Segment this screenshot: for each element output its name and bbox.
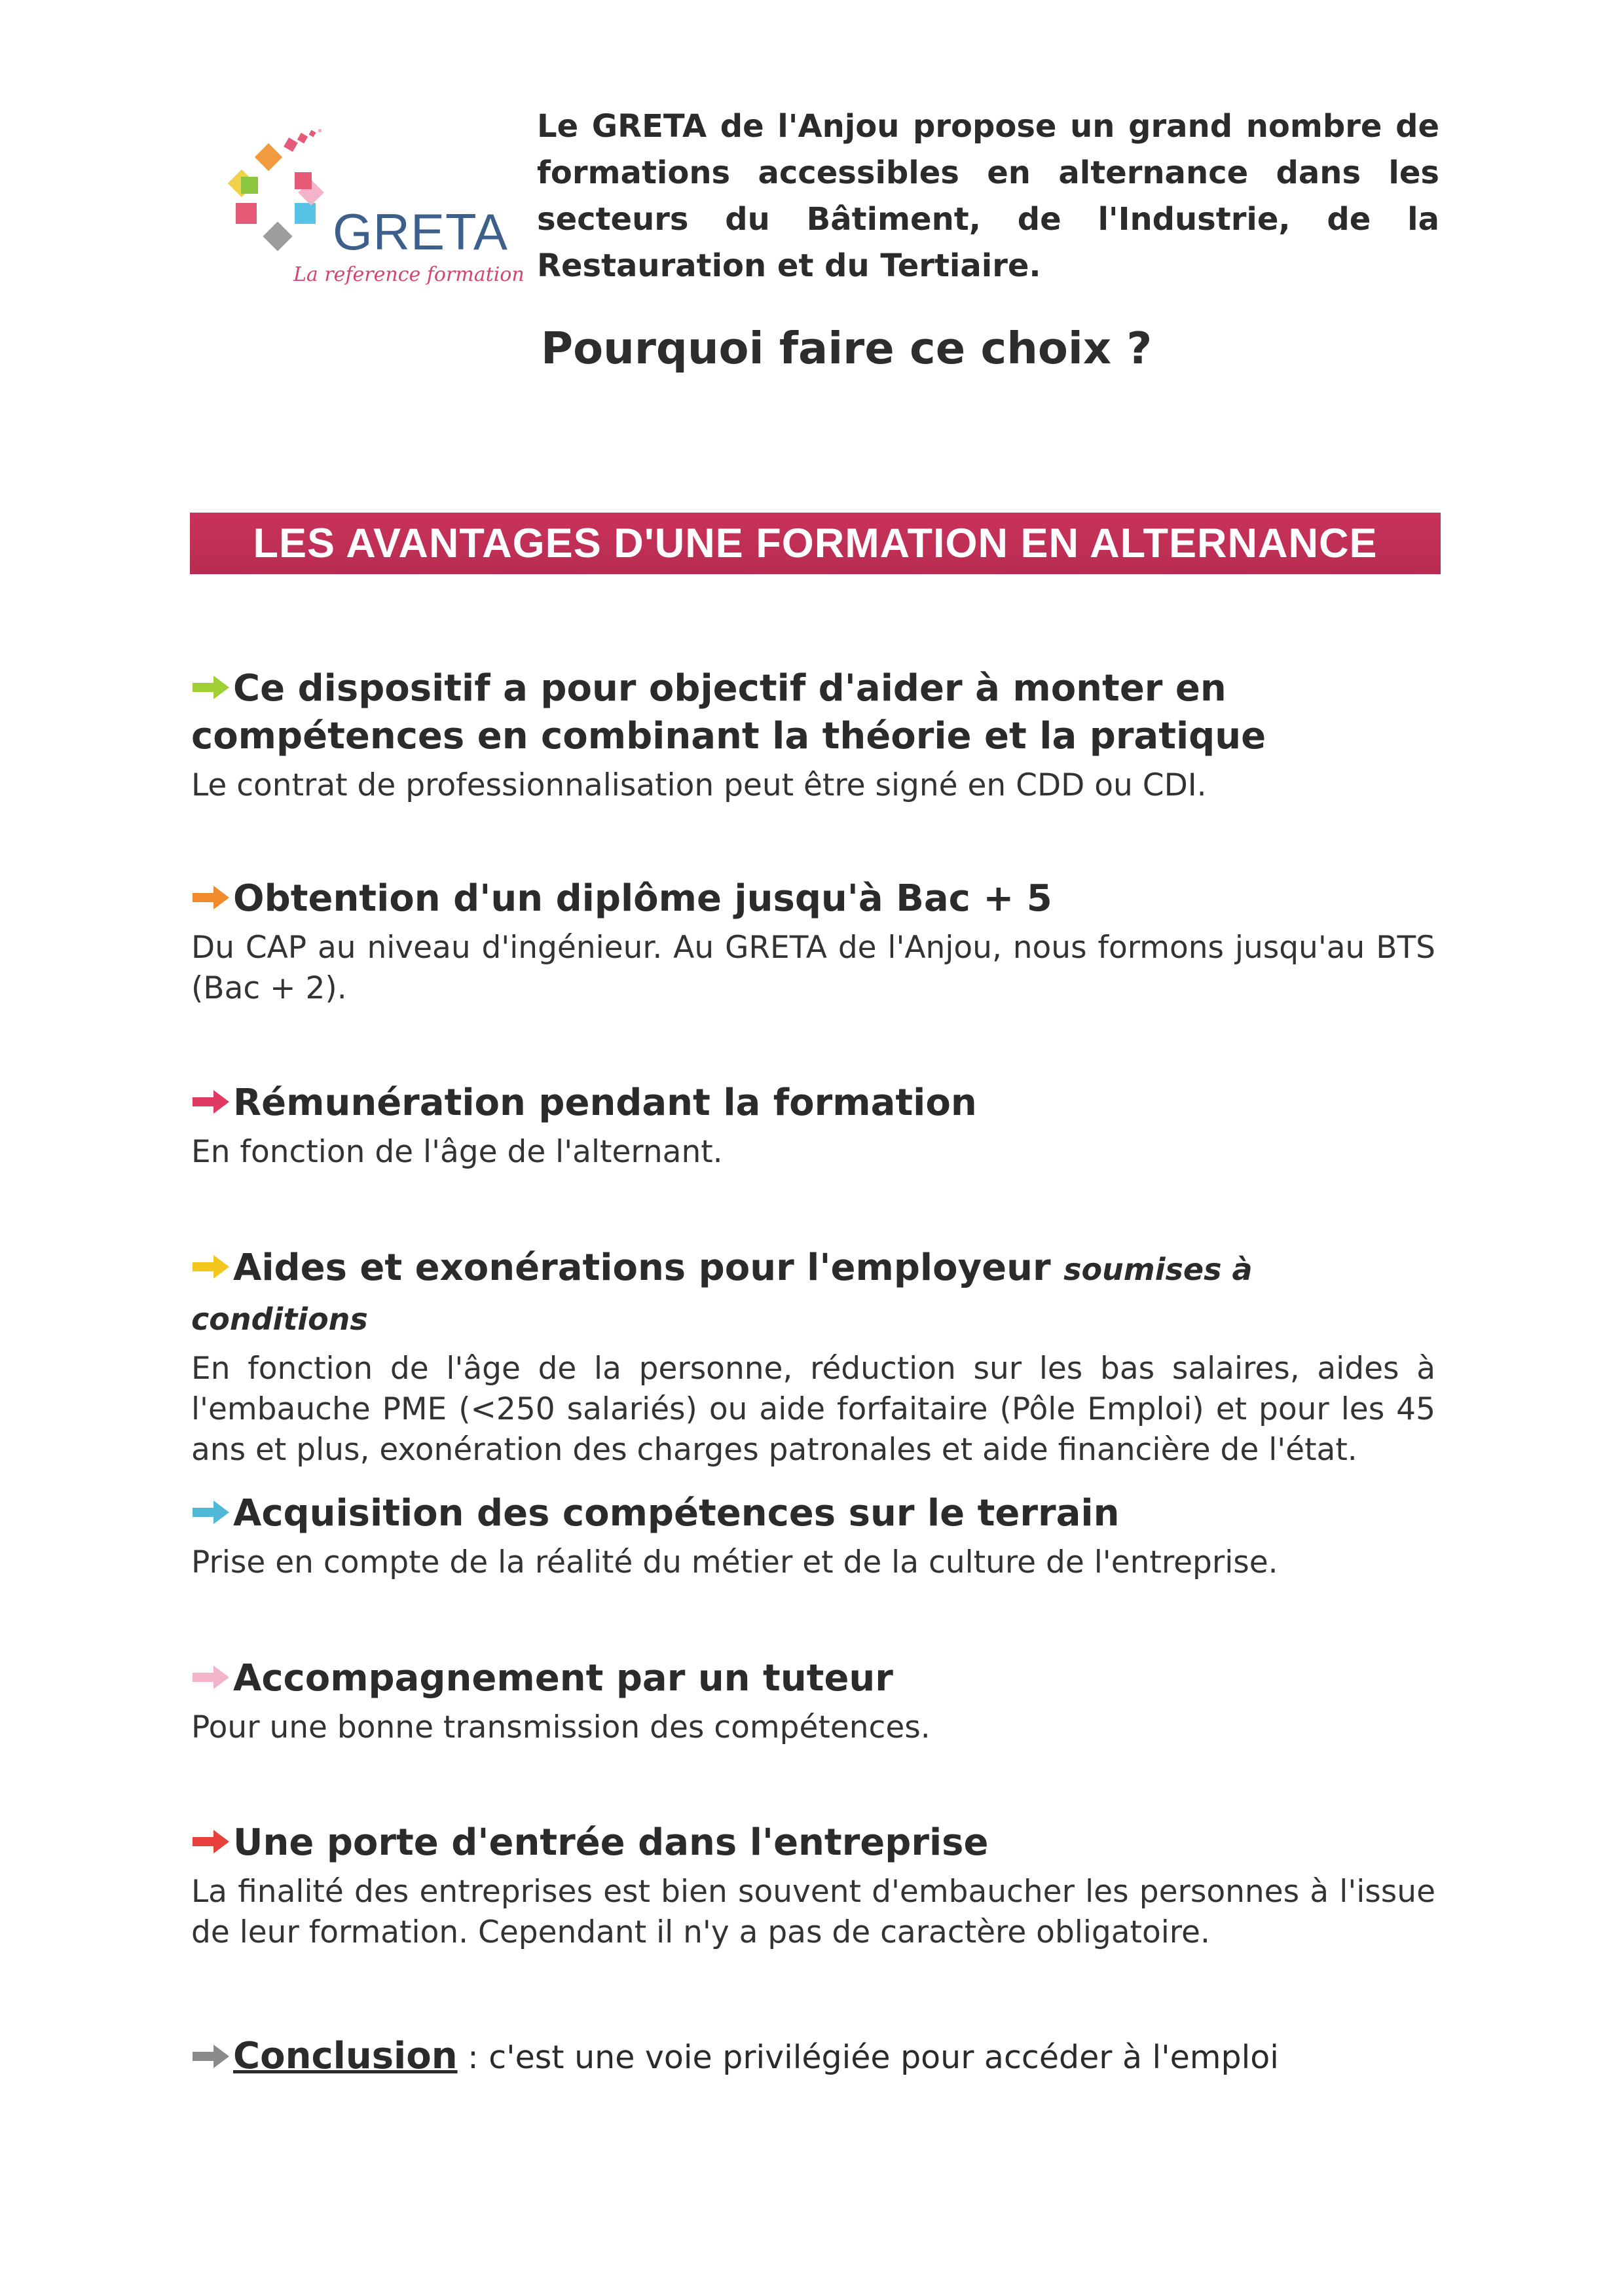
arrow-right-icon (191, 1253, 232, 1281)
logo-wordmark: GRETA (333, 203, 508, 261)
section-banner: LES AVANTAGES D'UNE FORMATION EN ALTERNANCE (190, 513, 1441, 574)
item-title: Acquisition des compétences sur le terrain (191, 1489, 1435, 1537)
item-title: Ce dispositif a pour objectif d'aider à monter en compétences en combinant la théorie et la pratique (191, 667, 1266, 757)
list-item (191, 1489, 1435, 1583)
item-title: Aides et exonérations pour l'employeur soumises à conditions (191, 1247, 1253, 1337)
item-title: Rémunération pendant la formation (191, 1079, 1435, 1127)
conclusion-keyword: Conclusion (233, 2035, 458, 2077)
item-body: En fonction de l'âge de l'alternant. (191, 1134, 723, 1170)
item-body: La finalité des entreprises est bien souvent d'embaucher les personnes à l'issue de leur formation. Cependant il n'y a pas de caractère obligatoire. (191, 1874, 1435, 1950)
list-item (191, 1654, 1435, 1748)
logo-tagline: La reference formation (293, 263, 525, 286)
arrow-right-icon (191, 1828, 232, 1855)
arrow-right-icon (191, 1499, 232, 1526)
list-item (191, 1819, 1435, 1953)
arrow-right-icon (191, 884, 232, 911)
list-item (191, 1079, 1435, 1173)
greta-logo (216, 121, 525, 291)
item-body: Pour une bonne transmission des compétences. (191, 1709, 931, 1745)
item-title: Obtention d'un diplôme jusqu'à Bac + 5 (191, 875, 1435, 922)
arrow-right-icon (191, 674, 232, 701)
intro-paragraph: Le GRETA de l'Anjou propose un grand nombre de formations accessibles en alternance dans les secteurs du Bâtiment, de l'Industrie, de la Restauration et du Tertiaire. (537, 108, 1439, 284)
item-body: En fonction de l'âge de la personne, réduction sur les bas salaires, aides à l'embauche PME (<250 salariés) ou aide forfaitaire (Pôle Emploi) et pour les 45 ans et plus, exonération des charges patronales et aide financière de l'état. (191, 1351, 1435, 1468)
conclusion-text: : c'est une voie privilégiée pour accéder à l'emploi (457, 2039, 1279, 2076)
list-item (191, 1244, 1435, 1470)
arrow-right-icon (191, 1088, 232, 1116)
page-question: Pourquoi faire ce choix ? (541, 323, 1153, 374)
item-body: Prise en compte de la réalité du métier et de la culture de l'entreprise. (191, 1544, 1278, 1580)
item-body: Du CAP au niveau d'ingénieur. Au GRETA de l'Anjou, nous formons jusqu'au BTS (Bac + 2). (191, 930, 1435, 1006)
list-item (191, 665, 1435, 806)
list-item (191, 875, 1435, 1009)
arrow-right-icon (191, 1664, 232, 1691)
item-title: Accompagnement par un tuteur (191, 1654, 1435, 1702)
arrow-right-icon (191, 2043, 232, 2070)
conclusion (191, 2035, 1279, 2077)
item-title: Une porte d'entrée dans l'entreprise (191, 1819, 1435, 1867)
item-note: soumises à conditions (191, 1252, 1253, 1337)
item-body: Le contrat de professionnalisation peut être signé en CDD ou CDI. (191, 767, 1207, 803)
